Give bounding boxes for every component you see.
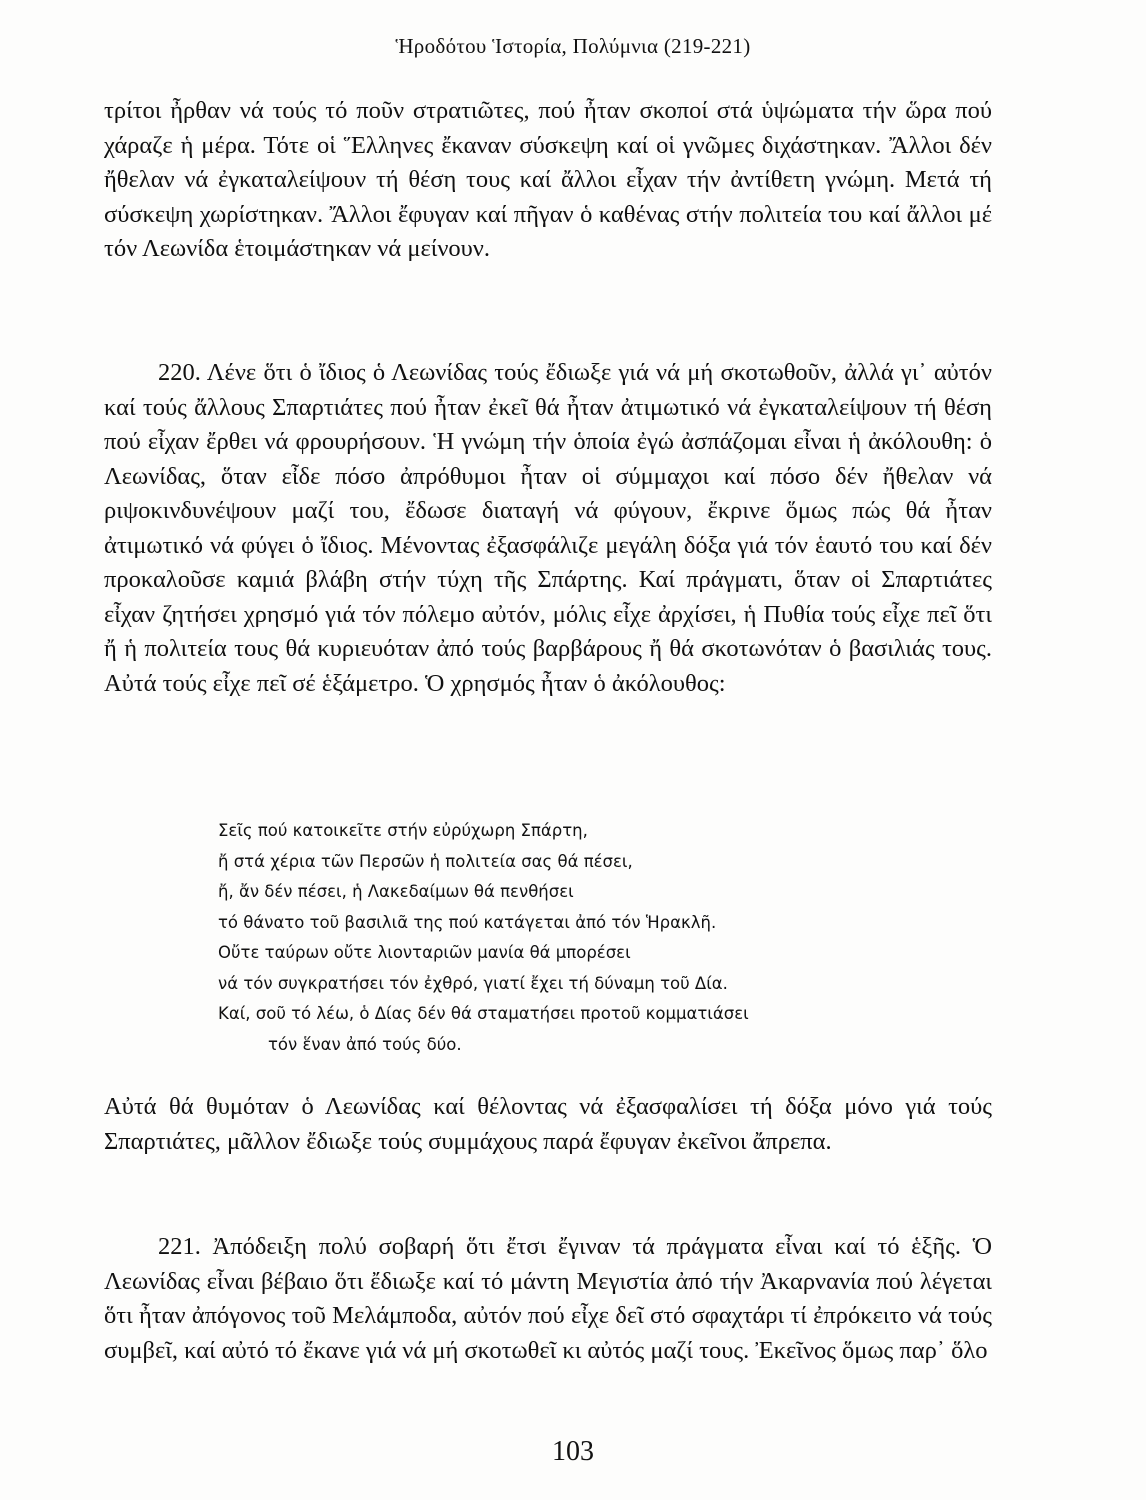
verse-line: Σεῖς πού κατοικεῖτε στήν εὐρύχωρη Σπάρτη, bbox=[218, 821, 588, 840]
paragraph-continuation bbox=[104, 94, 992, 267]
paragraph-text: 220. Λένε ὅτι ὁ ἴδιος ὁ Λεωνίδας τούς ἔδιωξε γιά νά μή σκοτωθοῦν, ἀλλά γι᾽ αὐτόν καί τούς ἄλλους Σπαρτιάτες πού ἦταν ἐκεῖ θά ἦταν ἀτιμωτικό νά ἐγκαταλείψουν τή θέση πού εἶχαν ἔρθει νά φρουρήσουν. Ἡ γνώμη τήν ὁποία ἐγώ ἀσπάζομαι εἶναι ἡ ἀκόλουθη: ὁ Λεωνίδας, ὅταν εἶδε πόσο ἀπρόθυμοι ἦταν οἱ σύμμαχοι καί πόσο δέν ἤθελαν νά ριψοκινδυνέψουν μαζί του, ἔδωσε διαταγή νά φύγουν, ἔκρινε ὅμως πώς θά ἦταν ἀτιμωτικό νά φύγει ὁ ἴδιος. Μένοντας ἐξασφάλιζε μεγάλη δόξα γιά τόν ἑαυτό του καί δέν προκαλοῦσε καμιά βλάβη στήν τύχη τῆς Σπάρτης. Καί πράγματι, ὅταν οἱ Σπαρτιάτες εἶχαν ζητήσει χρησμό γιά τόν πόλεμο αὐτόν, μόλις εἶχε ἀρχίσει, ἡ Πυθία τούς εἶχε πεῖ ὅτι ἤ ἡ πολιτεία τους θά κυριευόταν ἀπό τούς βαρβάρους ἤ θά σκοτωνόταν ὁ βασιλιάς τους. Αὐτά τούς εἶχε πεῖ σέ ἑξάμετρο. Ὁ χρησμός ἦταν ὁ ἀκόλουθος: bbox=[104, 359, 992, 697]
verse-line: Οὔτε ταύρων οὔτε λιονταριῶν μανία θά μπορέσει bbox=[218, 943, 631, 962]
running-header: Ἡροδότου Ἱστορία, Πολύμνια (219-221) bbox=[395, 34, 751, 58]
paragraph-221 bbox=[104, 1230, 992, 1368]
paragraph-text: Αὐτά θά θυμόταν ὁ Λεωνίδας καί θέλοντας νά ἐξασφαλίσει τή δόξα μόνο γιά τούς Σπαρτιάτες, μᾶλλον ἔδιωξε τούς συμμάχους παρά ἔφυγαν ἐκεῖνοι ἄπρεπα. bbox=[104, 1093, 992, 1155]
paragraph-220 bbox=[104, 356, 992, 701]
page-number: 103 bbox=[552, 1436, 594, 1467]
paragraph-after-oracle bbox=[104, 1090, 992, 1159]
verse-line: ἤ, ἄν δέν πέσει, ἡ Λακεδαίμων θά πενθήσει bbox=[218, 882, 574, 901]
verse-line: τό θάνατο τοῦ βασιλιᾶ της πού κατάγεται ἀπό τόν Ἡρακλῆ. bbox=[218, 912, 717, 932]
oracle-verse bbox=[218, 816, 938, 1060]
paragraph-text: τρίτοι ἦρθαν νά τούς τό ποῦν στρατιῶτες, πού ἦταν σκοποί στά ὑψώματα τήν ὥρα πού χάραζε ἡ μέρα. Τότε οἱ Ἕλληνες ἔκαναν σύσκεψη καί οἱ γνῶμες διχάστηκαν. Ἄλλοι δέν ἤθελαν νά ἐγκαταλείψουν τή θέση τους καί ἄλλοι εἶχαν τήν ἀντίθετη γνώμη. Μετά τή σύσκεψη χωρίστηκαν. Ἄλλοι ἔφυγαν καί πῆγαν ὁ καθένας στήν πολιτεία του καί ἄλλοι μέ τόν Λεωνίδα ἑτοιμάστηκαν νά μείνουν. bbox=[104, 97, 992, 262]
verse-line: τόν ἕναν ἀπό τούς δύο. bbox=[268, 1034, 462, 1054]
verse-line: Καί, σοῦ τό λέω, ὁ Δίας δέν θά σταματήσει προτοῦ κομματιάσει bbox=[218, 1004, 749, 1023]
verse-line: νά τόν συγκρατήσει τόν ἐχθρό, γιατί ἔχει τή δύναμη τοῦ Δία. bbox=[218, 973, 728, 993]
paragraph-text: 221. Ἀπόδειξη πολύ σοβαρή ὅτι ἔτσι ἔγιναν τά πράγματα εἶναι καί τό ἑξῆς. Ὁ Λεωνίδας εἶναι βέβαιο ὅτι ἔδιωξε καί τό μάντη Μεγιστία ἀπό τήν Ἀκαρνανία πού λέγεται ὅτι ἦταν ἀπόγονος τοῦ Μελάμποδα, αὐτόν πού εἶχε δεῖ στό σφαχτάρι τί ἐπρόκειτο νά τούς συμβεῖ, καί αὐτό τό ἔκανε γιά νά μή σκοτωθεῖ κι αὐτός μαζί τους. Ἐκεῖνος ὅμως παρ᾽ ὅλο bbox=[104, 1233, 992, 1364]
verse-line: ἤ στά χέρια τῶν Περσῶν ἡ πολιτεία σας θά πέσει, bbox=[218, 851, 633, 871]
